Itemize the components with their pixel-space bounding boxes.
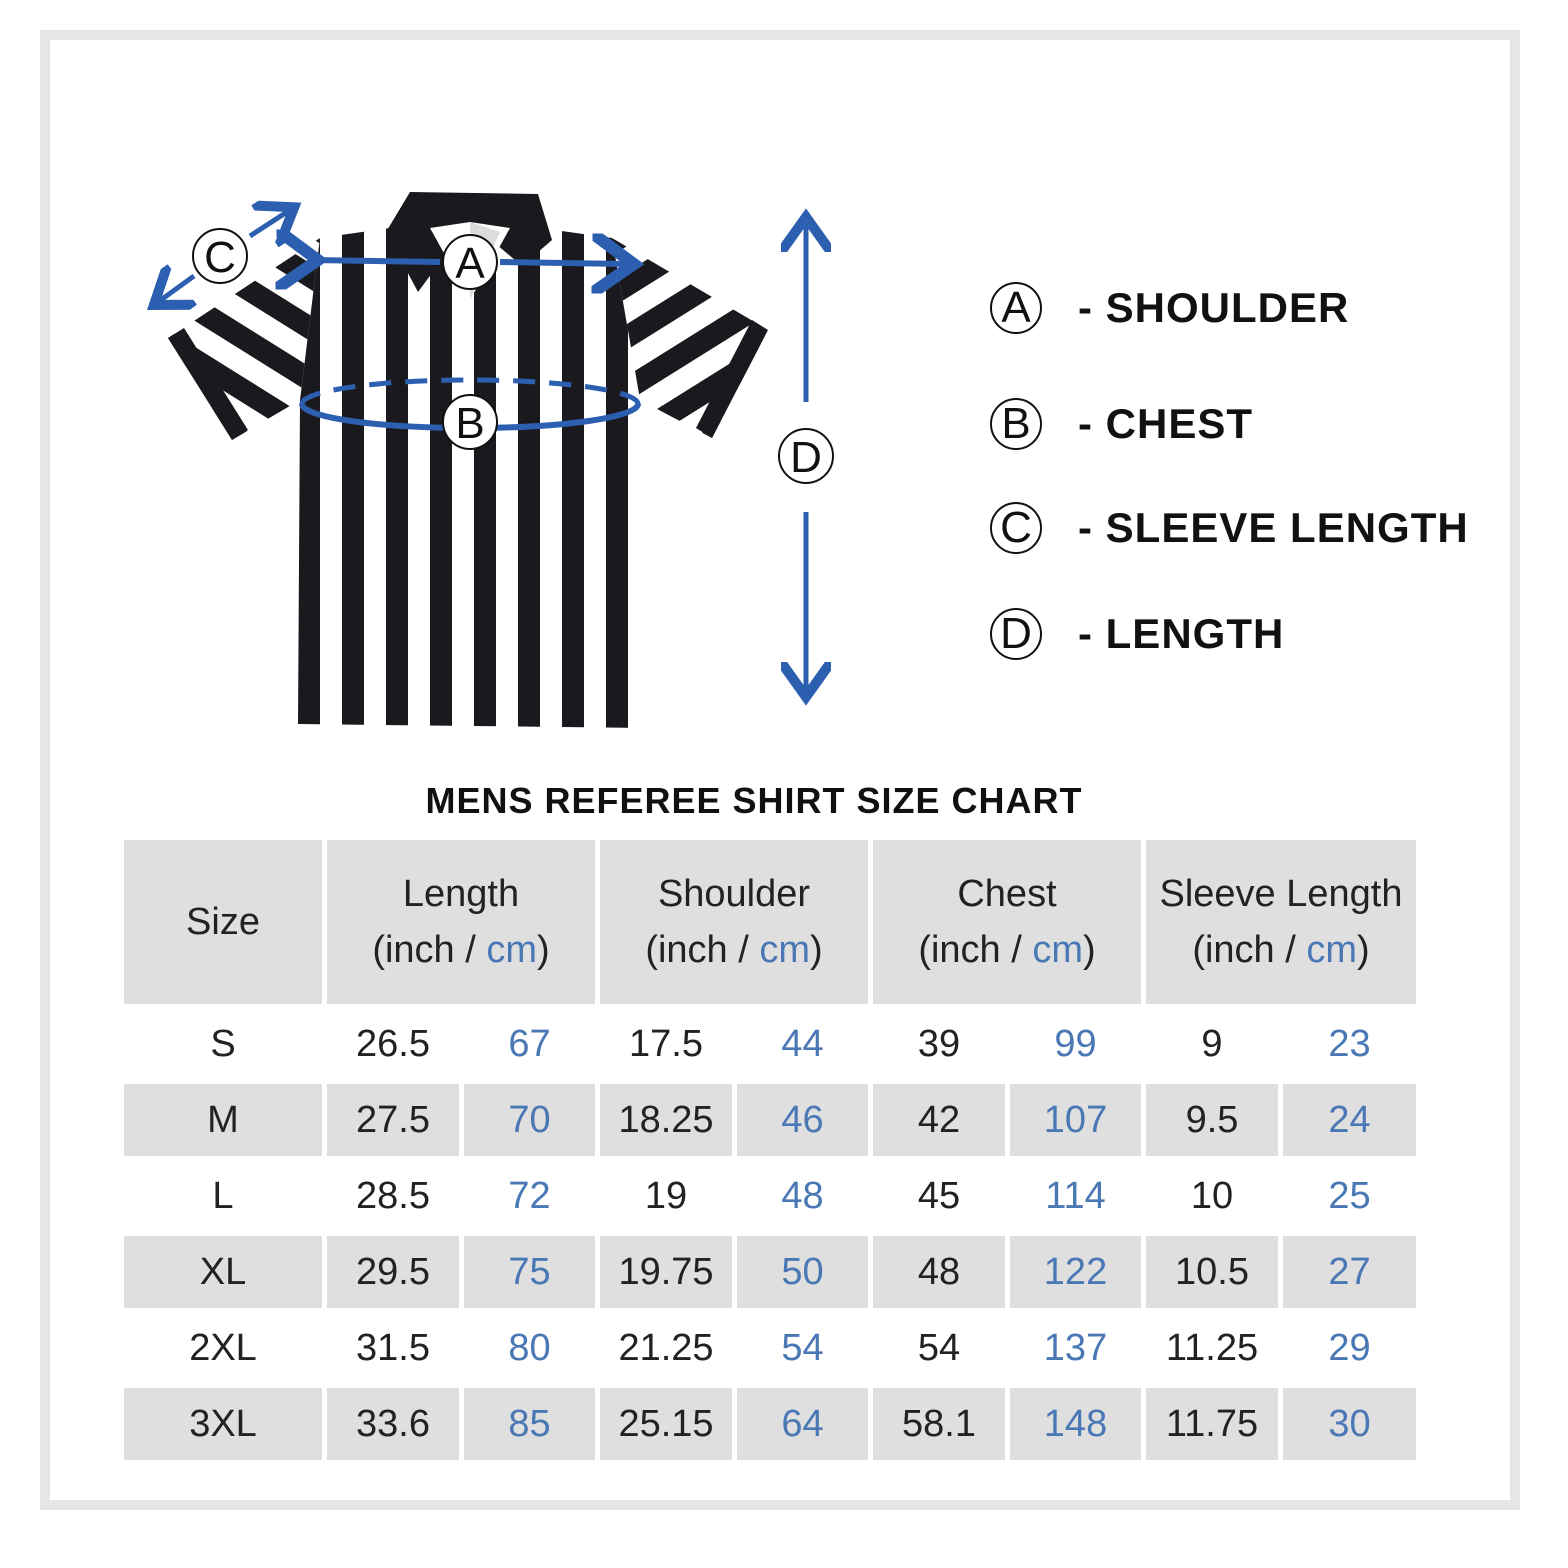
inch-value-cell: 9: [1201, 1022, 1223, 1065]
cm-value-cell: 99: [1054, 1022, 1097, 1065]
table-header-row: [124, 840, 1416, 1004]
inch-value-cell: 33.6: [327, 1388, 459, 1460]
cm-value-cell: 122: [1010, 1236, 1141, 1308]
inch-value-cell: 48: [873, 1236, 1005, 1308]
cm-value-cell: 70: [464, 1084, 595, 1156]
svg-text:B: B: [455, 399, 485, 448]
header-sleeve-length: [1146, 840, 1416, 1004]
cm-value-cell: 67: [508, 1022, 551, 1065]
legend-letter-a: A: [990, 282, 1042, 334]
inch-value-cell: 10.5: [1146, 1236, 1278, 1308]
cm-value-cell: 75: [464, 1236, 595, 1308]
table-row: [124, 1236, 1416, 1308]
label-b: [443, 395, 497, 449]
inch-value-cell: 39: [917, 1022, 961, 1065]
legend-letter-b: B: [990, 398, 1042, 450]
table-row: [124, 1160, 1416, 1232]
inch-value-cell: 11.25: [1165, 1326, 1259, 1369]
header-shoulder-unit: (inch / cm): [645, 929, 823, 971]
legend-letter-c: C: [990, 502, 1042, 554]
size-chart-title: MENS REFEREE SHIRT SIZE CHART: [425, 780, 1083, 821]
legend-letter-d: D: [990, 608, 1042, 660]
inch-value-cell: 26.5: [356, 1022, 430, 1065]
inch-value-cell: 31.5: [356, 1326, 430, 1369]
size-cell: XL: [124, 1236, 322, 1308]
header-size: [124, 840, 322, 1004]
cm-value-cell: 107: [1010, 1084, 1141, 1156]
cm-value-cell: 72: [508, 1174, 551, 1217]
legend-text-chest: - CHEST: [1078, 400, 1253, 447]
header-shoulder: [600, 840, 868, 1004]
label-c: [193, 229, 247, 283]
cm-value-cell: 114: [1045, 1174, 1106, 1217]
inch-value-cell: 58.1: [873, 1388, 1005, 1460]
inch-value-cell: 10: [1190, 1174, 1234, 1217]
legend-text-length: - LENGTH: [1078, 610, 1285, 657]
shirt-body: [298, 228, 646, 728]
header-length-title: Length: [402, 873, 520, 915]
header-sleeve-length-title: Sleeve Length: [1159, 873, 1403, 915]
cm-value-cell: 29: [1328, 1326, 1371, 1369]
cm-value-cell: 44: [781, 1022, 824, 1065]
table-row: [124, 1312, 1416, 1384]
header-size-title: Size: [186, 901, 260, 943]
table-row: [124, 1388, 1416, 1460]
size-cell: M: [124, 1084, 322, 1156]
cm-value-cell: 24: [1283, 1084, 1416, 1156]
svg-text:D: D: [790, 433, 822, 482]
header-length-unit: (inch / cm): [372, 929, 550, 971]
cm-value-cell: 46: [737, 1084, 868, 1156]
legend-text-sleeve-length: - SLEEVE LENGTH: [1078, 504, 1469, 551]
size-cell: L: [212, 1174, 234, 1217]
table-row: [124, 1084, 1416, 1156]
size-cell: 2XL: [189, 1326, 257, 1369]
svg-text:C: C: [204, 233, 236, 282]
cm-value-cell: 27: [1283, 1236, 1416, 1308]
cm-value-cell: 137: [1043, 1326, 1108, 1369]
cm-value-cell: 64: [737, 1388, 868, 1460]
inch-value-cell: 29.5: [327, 1236, 459, 1308]
header-chest: [873, 840, 1141, 1004]
header-shoulder-title: Shoulder: [657, 873, 811, 915]
size-cell: S: [210, 1022, 236, 1065]
legend-text-shoulder: - SHOULDER: [1078, 284, 1350, 331]
cm-value-cell: 50: [737, 1236, 868, 1308]
size-cell: 3XL: [124, 1388, 322, 1460]
inch-value-cell: 19: [644, 1174, 688, 1217]
header-chest-unit: (inch / cm): [918, 929, 1096, 971]
table-row: [124, 1008, 1416, 1080]
cm-value-cell: 30: [1283, 1388, 1416, 1460]
measurement-legend: [990, 0, 1550, 800]
cm-value-cell: 23: [1328, 1022, 1371, 1065]
inch-value-cell: 25.15: [600, 1388, 732, 1460]
legend-item-length: [990, 604, 1284, 664]
label-d: [779, 429, 833, 483]
inch-value-cell: 27.5: [327, 1084, 459, 1156]
header-length: [327, 840, 595, 1004]
cm-value-cell: 148: [1010, 1388, 1141, 1460]
header-sleeve-length-unit: (inch / cm): [1192, 929, 1370, 971]
label-a: [443, 235, 497, 289]
inch-value-cell: 21.25: [618, 1326, 714, 1369]
cm-value-cell: 48: [781, 1174, 824, 1217]
inch-value-cell: 54: [917, 1326, 961, 1369]
inch-value-cell: 17.5: [629, 1022, 703, 1065]
legend-item-shoulder: [990, 278, 1349, 338]
cm-value-cell: 85: [464, 1388, 595, 1460]
inch-value-cell: 45: [917, 1174, 961, 1217]
legend-item-sleeve-length: [990, 498, 1469, 558]
inch-value-cell: 19.75: [600, 1236, 732, 1308]
svg-text:A: A: [455, 239, 485, 288]
legend-item-chest: [990, 394, 1253, 454]
inch-value-cell: 18.25: [600, 1084, 732, 1156]
cm-value-cell: 54: [781, 1326, 824, 1369]
cm-value-cell: 80: [508, 1326, 551, 1369]
header-chest-title: Chest: [957, 873, 1057, 915]
inch-value-cell: 9.5: [1146, 1084, 1278, 1156]
inch-value-cell: 42: [873, 1084, 1005, 1156]
inch-value-cell: 11.75: [1146, 1388, 1278, 1460]
inch-value-cell: 28.5: [356, 1174, 430, 1217]
cm-value-cell: 25: [1328, 1174, 1371, 1217]
